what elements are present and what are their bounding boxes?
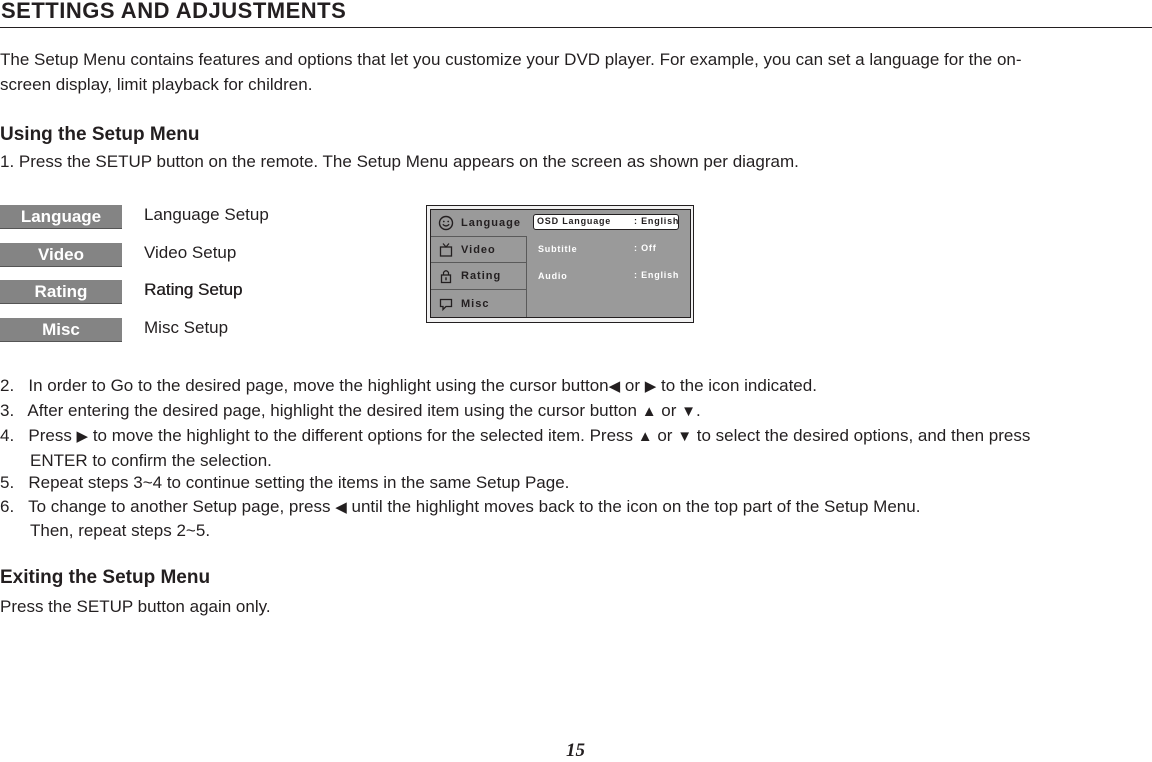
page-number: 15	[566, 740, 585, 761]
exiting-text: Press the SETUP button again only.	[0, 597, 271, 616]
triangle-right-icon: ▶	[644, 378, 657, 395]
osd-divider	[526, 236, 527, 317]
step-5: 5. Repeat steps 3~4 to continue setting the items in the same Setup Page.	[0, 473, 570, 492]
osd-menu-video	[431, 236, 526, 263]
osd-item-osd-language: OSD Language	[537, 216, 612, 226]
osd-menu-misc	[431, 290, 526, 317]
title-divider	[0, 27, 1152, 28]
tab-language: Language	[0, 205, 122, 229]
step-6-cont: Then, repeat steps 2~5.	[30, 521, 211, 540]
osd-item-audio: Audio	[538, 271, 568, 281]
osd-menu-language	[431, 210, 526, 236]
triangle-down-icon: ▼	[677, 428, 693, 445]
intro-line-2: screen display, limit playback for children.	[0, 75, 313, 94]
tab-video-desc: Video Setup	[144, 243, 237, 262]
osd-item-subtitle-value: : Off	[634, 243, 657, 253]
osd-item-subtitle: Subtitle	[538, 244, 578, 254]
step-4: 4. Press ▶ to move the highlight to the different options for the selected item. Press ▲ or ▼ to select the desired options, and then press	[0, 423, 1030, 449]
tab-misc-desc: Misc Setup	[144, 318, 229, 337]
tab-misc: Misc	[0, 318, 122, 342]
lock-icon	[438, 268, 454, 284]
osd-menu-video-label: Video	[461, 243, 496, 256]
intro-line-1: The Setup Menu contains features and options that let you customize your DVD player. For example, you can set a language for the on-	[0, 50, 1022, 69]
tv-icon	[438, 242, 454, 258]
osd-menu-language-label: Language	[461, 217, 521, 229]
osd-menu-rating-label: Rating	[461, 270, 502, 282]
tab-video: Video	[0, 243, 122, 267]
tab-language-desc: Language Setup	[144, 205, 269, 224]
step-4-cont: ENTER to confirm the selection.	[30, 451, 272, 470]
section-heading-exiting: Exiting the Setup Menu	[0, 567, 211, 588]
triangle-up-icon: ▲	[641, 403, 657, 420]
step-3: 3. After entering the desired page, highlight the desired item using the cursor button ▲ or ▼.	[0, 398, 701, 424]
step-2: 2. In order to Go to the desired page, move the highlight using the cursor button◀ or ▶ to the icon indicated.	[0, 373, 817, 399]
osd-menu-misc-label: Misc	[461, 297, 490, 310]
triangle-right-icon: ▶	[76, 428, 89, 445]
triangle-left-icon: ◀	[335, 499, 347, 516]
speech-bubble-icon	[438, 296, 454, 312]
tab-rating-desc: Rating Setup	[144, 280, 243, 299]
triangle-down-icon: ▼	[681, 403, 696, 420]
triangle-left-icon: ◀	[608, 378, 621, 395]
osd-menu	[431, 210, 526, 317]
osd-menu-rating	[431, 263, 526, 290]
osd-item-audio-value: : English	[634, 270, 680, 280]
section-heading-using: Using the Setup Menu	[0, 124, 200, 145]
triangle-up-icon: ▲	[637, 428, 653, 445]
tab-rating: Rating	[0, 280, 122, 304]
page-title: SETTINGS AND ADJUSTMENTS	[1, 0, 347, 23]
step-1: 1. Press the SETUP button on the remote. The Setup Menu appears on the screen as shown per diagram.	[0, 152, 799, 171]
osd-item-osd-language-value: : English	[634, 216, 680, 226]
step-6: 6. To change to another Setup page, press ◀ until the highlight moves back to the icon on the top part of the Setup Menu.	[0, 494, 920, 520]
smiley-icon	[438, 215, 454, 231]
